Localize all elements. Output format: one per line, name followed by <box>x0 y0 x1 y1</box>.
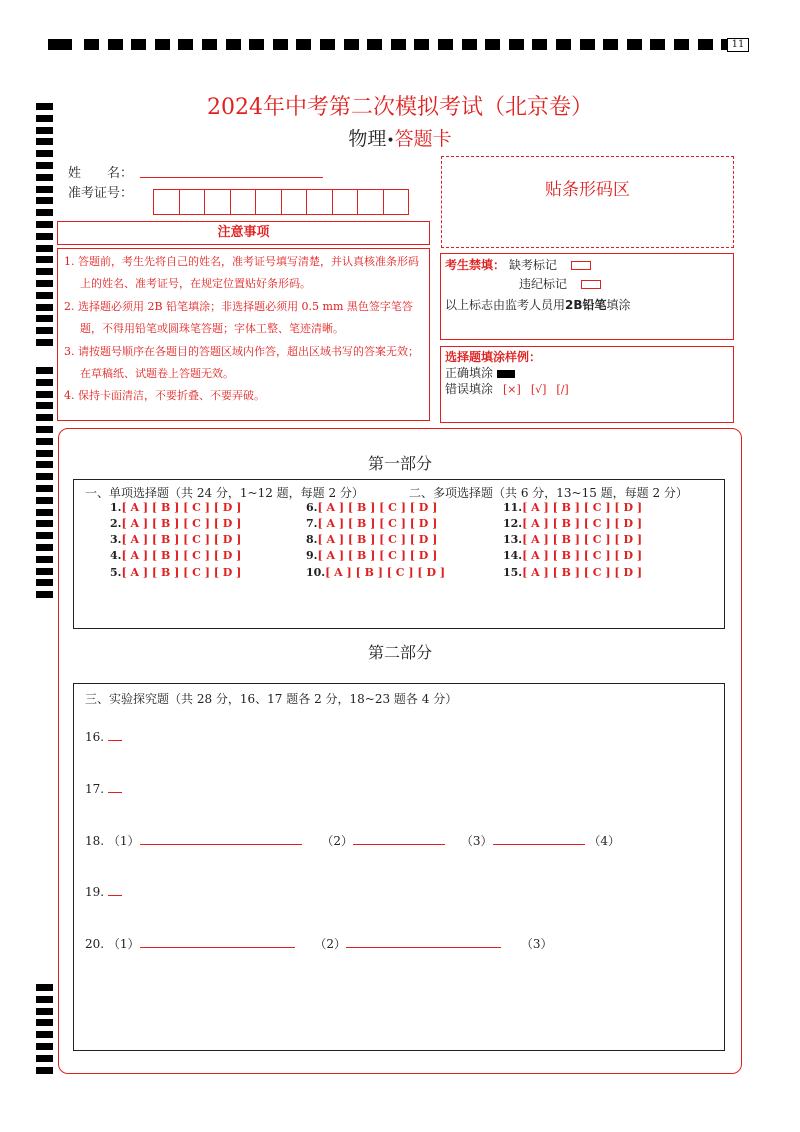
choice-number: 6. <box>306 501 318 514</box>
q17-number: 17. <box>85 782 105 796</box>
choice-number: 11. <box>503 501 523 514</box>
section3-heading: 三、实验探究题（共 28 分，16、17 题各 2 分，18~23 题各 4 分） <box>85 692 458 706</box>
violation-mark-box[interactable] <box>581 280 601 289</box>
choice-question[interactable] <box>110 566 241 579</box>
q20-number: 20. <box>85 937 105 951</box>
choice-number: 12. <box>503 517 523 530</box>
sample-title: 选择题填涂样例： <box>445 350 542 364</box>
choice-options[interactable]: [ A ] [ B ] [ C ] [ D ] <box>317 501 438 514</box>
name-label: 姓 名： <box>68 166 134 181</box>
q18-number: 18. <box>85 834 105 848</box>
correct-fill-mark <box>497 370 515 378</box>
barcode-label: 贴条形码区 <box>545 180 630 200</box>
forbidden-note-pre: 以上标志由监考人员用 <box>445 298 566 312</box>
choice-question[interactable] <box>110 549 241 562</box>
violation-label: 违纪标记 <box>519 277 568 291</box>
question-16 <box>85 729 122 744</box>
notice-item: 4. 保持卡面清洁，不要折叠、不要弄破。 <box>64 389 265 403</box>
section1-heading: 一、单项选择题（共 24 分，1~12 题，每题 2 分） <box>85 486 364 500</box>
card-label: 答题卡 <box>394 128 452 150</box>
q18-part2-label: （2） <box>321 834 354 848</box>
notice-item: 1. 答题前，考生先将自己的姓名，准考证号填写清楚，并认真核准条形码上的姓名、准考证号，在规定位置贴好条形码。 <box>64 255 419 291</box>
choice-options[interactable]: [ A ] [ B ] [ C ] [ D ] <box>317 533 438 546</box>
choice-options[interactable]: [ A ] [ B ] [ C ] [ D ] <box>325 566 446 579</box>
absent-label: 缺考标记 <box>509 258 558 272</box>
id-label: 准考证号： <box>68 186 134 201</box>
question-17 <box>85 781 122 796</box>
q20-part3-label: （3） <box>520 937 553 951</box>
part2-title: 第二部分 <box>367 643 432 662</box>
q18-part1-line[interactable] <box>140 833 302 845</box>
forbidden-label: 考生禁填： <box>445 258 506 272</box>
choice-number: 3. <box>110 533 122 546</box>
part1-title: 第一部分 <box>367 454 432 473</box>
section2-heading: 二、多项选择题（共 6 分，13~15 题，每题 2 分） <box>409 486 688 500</box>
q17-answer-line[interactable] <box>108 781 122 793</box>
wrong-mark: [√] <box>530 383 547 396</box>
notice-title: 注意事项 <box>57 221 430 245</box>
forbidden-note-bold: 2B铅笔 <box>565 298 607 312</box>
q20-part2-label: （2） <box>314 937 347 951</box>
question-19 <box>85 884 122 899</box>
q18-part2-line[interactable] <box>353 833 445 845</box>
correct-label: 正确填涂 <box>445 366 494 380</box>
choice-options[interactable]: [ A ] [ B ] [ C ] [ D ] <box>121 517 242 530</box>
choice-number: 9. <box>306 549 318 562</box>
subject: 物理 <box>348 128 387 150</box>
q20-part1-label: （1） <box>107 937 140 951</box>
choice-question[interactable] <box>306 517 437 530</box>
choice-question[interactable] <box>306 549 437 562</box>
choice-options[interactable]: [ A ] [ B ] [ C ] [ D ] <box>522 566 643 579</box>
id-number-boxes[interactable] <box>153 189 408 215</box>
choice-number: 4. <box>110 549 122 562</box>
choice-number: 5. <box>110 566 122 579</box>
choice-number: 15. <box>503 566 523 579</box>
question-20 <box>85 935 553 952</box>
exam-title: 2024年中考第二次模拟考试（北京卷） <box>207 95 593 120</box>
q16-number: 16. <box>85 730 105 744</box>
wrong-mark: [/] <box>556 383 569 396</box>
fill-sample-box <box>440 346 734 423</box>
question-18 <box>85 832 620 849</box>
q18-part1-label: （1） <box>107 834 140 848</box>
notice-item: 3. 请按题号顺序在各题目的答题区域内作答，超出区域书写的答案无效；在草稿纸、试题卷上答题无效。 <box>64 344 419 381</box>
wrong-label: 错误填涂 <box>445 382 494 396</box>
choice-question[interactable] <box>306 533 437 546</box>
absent-mark-box[interactable] <box>571 261 591 270</box>
choice-options[interactable]: [ A ] [ B ] [ C ] [ D ] <box>522 533 643 546</box>
q16-answer-line[interactable] <box>108 729 122 741</box>
choice-number: 1. <box>110 501 122 514</box>
q20-part2-line[interactable] <box>346 936 501 948</box>
examinee-forbidden-box <box>440 253 734 340</box>
q19-number: 19. <box>85 885 105 899</box>
choice-options[interactable]: [ A ] [ B ] [ C ] [ D ] <box>522 501 643 514</box>
forbidden-note-post: 填涂 <box>606 298 631 312</box>
choice-options[interactable]: [ A ] [ B ] [ C ] [ D ] <box>121 549 242 562</box>
choice-question[interactable] <box>503 517 642 530</box>
choice-question[interactable] <box>110 533 241 546</box>
choice-question[interactable] <box>110 501 241 514</box>
subtitle <box>0 124 800 151</box>
wrong-mark: [×] <box>503 383 521 396</box>
choice-question[interactable] <box>503 533 642 546</box>
q18-part3-label: （3） <box>460 834 493 848</box>
choice-question[interactable] <box>306 501 437 514</box>
notice-box <box>57 248 430 421</box>
choice-options[interactable]: [ A ] [ B ] [ C ] [ D ] <box>121 501 242 514</box>
choice-number: 2. <box>110 517 122 530</box>
choice-options[interactable]: [ A ] [ B ] [ C ] [ D ] <box>121 533 242 546</box>
choice-question[interactable] <box>110 517 241 530</box>
choice-number: 8. <box>306 533 318 546</box>
choice-number: 7. <box>306 517 318 530</box>
choice-options[interactable]: [ A ] [ B ] [ C ] [ D ] <box>121 566 242 579</box>
barcode-area <box>441 156 734 248</box>
choice-question[interactable] <box>503 501 642 514</box>
choice-question[interactable] <box>503 549 642 562</box>
page-number: 11 <box>727 38 749 52</box>
choice-question[interactable] <box>306 566 445 579</box>
choice-number: 10. <box>306 566 326 579</box>
separator-dot: • <box>386 133 395 149</box>
q19-answer-line[interactable] <box>108 884 122 896</box>
choice-number: 13. <box>503 533 523 546</box>
q20-part1-line[interactable] <box>140 936 295 948</box>
name-field[interactable] <box>140 177 323 178</box>
choice-options[interactable]: [ A ] [ B ] [ C ] [ D ] <box>522 517 643 530</box>
choice-options[interactable]: [ A ] [ B ] [ C ] [ D ] <box>317 517 438 530</box>
q18-part4-label: （4） <box>588 834 620 848</box>
choice-options[interactable]: [ A ] [ B ] [ C ] [ D ] <box>522 549 643 562</box>
choice-number: 14. <box>503 549 523 562</box>
notice-item: 2. 选择题必须用 2B 铅笔填涂；非选择题必须用 0.5 mm 黑色签字笔答题，不得用铅笔或圆珠笔答题；字体工整、笔迹清晰。 <box>64 299 413 336</box>
top-timing-marks <box>48 39 753 52</box>
choice-options[interactable]: [ A ] [ B ] [ C ] [ D ] <box>317 549 438 562</box>
choice-question[interactable] <box>503 566 642 579</box>
experiment-box <box>73 683 725 1051</box>
q18-part3-line[interactable] <box>493 833 585 845</box>
